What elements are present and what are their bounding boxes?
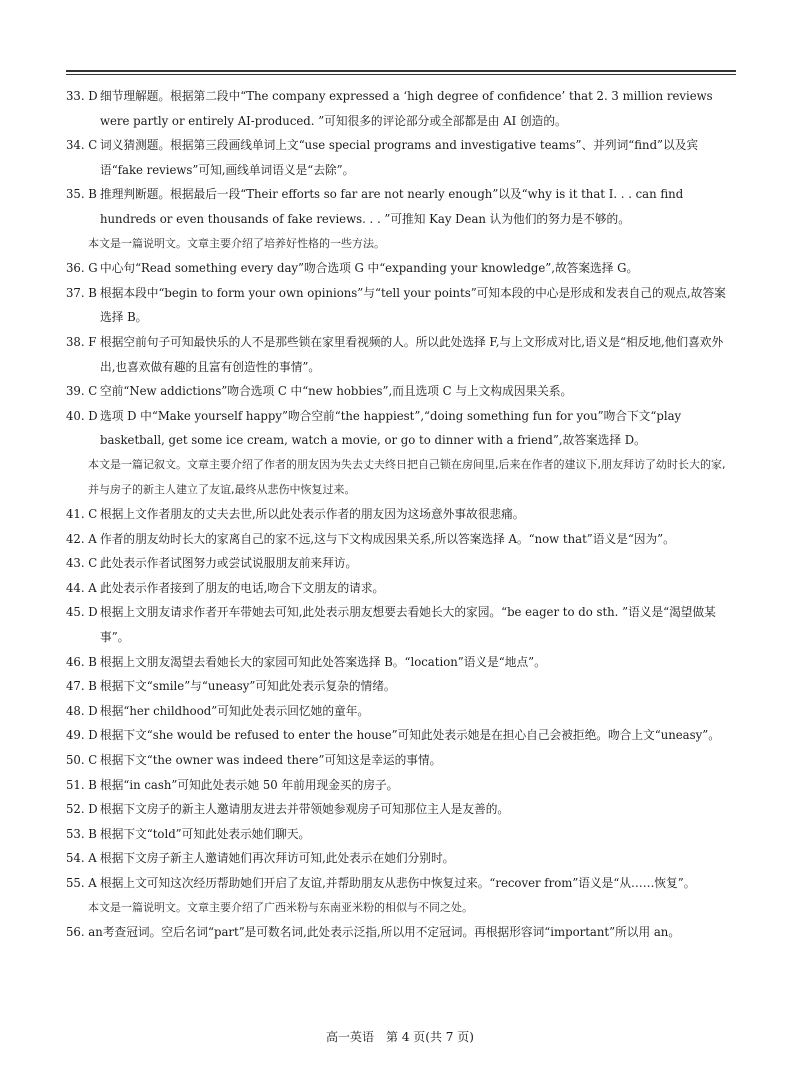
answer-explanation: 根据空前句子可知最快乐的人不是那些锁在家里看视频的人。所以此处选择 F,与上文形成对比,语义是“相反地,他们喜欢外出,也喜欢做有趣的且富有创造性的事情”。 <box>100 334 724 374</box>
answer-explanation: 根据上文可知这次经历帮助她们开启了友谊,并帮助朋友从悲伤中恢复过来。“recover from”语义是“从……恢复”。 <box>100 876 696 890</box>
answer-number: 38. F <box>66 334 97 349</box>
answer-entry <box>66 773 736 798</box>
answer-entry <box>66 650 736 675</box>
answer-number: 47. B <box>66 679 97 694</box>
answer-explanation: 根据下文房子的新主人邀请朋友进去并带领她参观房子可知那位主人是友善的。 <box>100 802 510 817</box>
answer-entry <box>66 600 736 649</box>
answer-explanation: 细节理解题。根据第二段中“The company expressed a ‘high degree of confidence’ that 2. 3 million reviews were partly or entirely AI-produced. ”可知很多的评论部分或全部都是由 AI 创造的。 <box>100 89 713 128</box>
answer-entry <box>66 871 736 896</box>
answer-number: 43. C <box>66 556 98 571</box>
answer-number: 53. B <box>66 826 97 841</box>
answer-number: 40. D <box>66 408 98 423</box>
answer-entry <box>66 576 736 601</box>
answer-entry <box>66 797 736 822</box>
answer-number: 56. an <box>66 925 103 940</box>
answer-entry <box>66 330 736 379</box>
answer-entry <box>66 822 736 847</box>
page-footer: 高一英语 第 4 页(共 7 页) <box>326 1030 474 1044</box>
answer-entry <box>66 723 736 748</box>
answer-explanation: 根据下文“told”可知此处表示她们聊天。 <box>100 826 311 841</box>
answer-explanation: 根据上文作者朋友的丈夫去世,所以此处表示作者的朋友因为这场意外事故很悲痛。 <box>100 507 525 522</box>
passage-summary: 本文是一篇说明文。文章主要介绍了广西米粉与东南亚米粉的相似与不同之处。 <box>88 900 473 914</box>
answer-entry <box>66 379 736 404</box>
answer-number: 49. D <box>66 728 98 743</box>
passage-summary: 本文是一篇记叙文。文章主要介绍了作者的朋友因为失去丈夫终日把自己锁在房间里,后来在作者的建议下,朋友拜访了幼时长大的家,并与房子的新主人建立了友谊,最终从悲伤中恢复过来。 <box>88 457 726 496</box>
answer-entry <box>66 699 736 724</box>
answer-explanation: 词义猜测题。根据第三段画线单词上文“use special programs and investigative teams”、并列词“find”以及宾语“fake reviews”可知,画线单词语义是“去除”。 <box>100 138 699 177</box>
answer-number: 45. D <box>66 605 98 620</box>
answer-number: 46. B <box>66 654 97 669</box>
answer-number: 50. C <box>66 753 98 768</box>
answer-entry <box>66 527 736 552</box>
answer-entry <box>66 846 736 871</box>
answer-explanation: 根据下文“the owner was indeed there”可知这是幸运的事情。 <box>100 753 442 768</box>
answer-explanation: 此处表示作者试图努力或尝试说服朋友前来拜访。 <box>100 556 358 571</box>
answer-explanation: 此处表示作者接到了朋友的电话,吻合下文朋友的请求。 <box>100 580 385 595</box>
answer-explanation: 根据上文朋友请求作者开车带她去可知,此处表示朋友想要去看她长大的家园。“be eager to do sth. ”语义是“渴望做某事”。 <box>100 605 716 645</box>
answer-entry <box>66 502 736 527</box>
answer-entry <box>66 748 736 773</box>
answer-explanation: 推理判断题。根据最后一段“Their efforts so far are not nearly enough”以及“why is it that I. . . can find hundreds or even thousands of fake reviews. . . ”可推知 Kay Dean 认为他们的努力是不够的。 <box>100 187 684 226</box>
answer-number: 41. C <box>66 507 98 522</box>
answer-entry <box>66 182 736 231</box>
answer-explanation: 根据“her childhood”可知此处表示回忆她的童年。 <box>100 703 370 718</box>
answer-entry <box>66 281 736 330</box>
answer-entry <box>66 256 736 281</box>
answer-number: 52. D <box>66 802 98 817</box>
answer-entry <box>66 404 736 453</box>
answer-entry <box>66 674 736 699</box>
answer-explanation: 根据下文房子新主人邀请她们再次拜访可知,此处表示在她们分别时。 <box>100 851 455 866</box>
answer-explanation: 根据本段中“begin to form your own opinions”与“tell your points”可知本段的中心是形成和发表自己的观点,故答案选择 B。 <box>100 285 726 325</box>
header-rule <box>66 70 736 72</box>
answer-number: 42. A <box>66 531 97 546</box>
answer-explanation: 根据“in cash”可知此处表示她 50 年前用现金买的房子。 <box>100 777 399 792</box>
answer-number: 37. B <box>66 285 97 300</box>
answer-number: 36. G <box>66 261 98 276</box>
answer-number: 51. B <box>66 777 97 792</box>
answer-explanation: 根据下文“smile”与“uneasy”可知此处表示复杂的情绪。 <box>100 679 396 694</box>
answer-entry <box>66 551 736 576</box>
answer-explanation: 空前“New addictions”吻合选项 C 中“new hobbies”,而且选项 C 与上文构成因果关系。 <box>100 384 573 399</box>
answer-number: 34. C <box>66 138 98 153</box>
answer-explanations <box>66 84 736 945</box>
answer-number: 54. A <box>66 851 97 866</box>
answer-number: 44. A <box>66 580 97 595</box>
answer-number: 35. B <box>66 187 97 202</box>
answer-explanation: 选项 D 中“Make yourself happy”吻合空前“the happiest”,“doing something fun for you”吻合下文“play basketball, get some ice cream, watch a movie, or go to dinner with a friend”,故答案选择 D。 <box>100 408 682 448</box>
answer-number: 39. C <box>66 384 98 399</box>
answer-explanation: 根据下文“she would be refused to enter the house”可知此处表示她是在担心自己会被拒绝。吻合上文“uneasy”。 <box>100 728 720 743</box>
header-rule-thin <box>66 74 736 75</box>
answer-explanation: 根据上文朋友渴望去看她长大的家园可知此处答案选择 B。“location”语义是“地点”。 <box>100 654 546 669</box>
answer-explanation: 考查冠词。空后名词“part”是可数名词,此处表示泛指,所以用不定冠词。再根据形容词“important”所以用 an。 <box>102 925 681 940</box>
answer-entry <box>66 84 736 133</box>
answer-explanation: 中心句“Read something every day”吻合选项 G 中“expanding your knowledge”,故答案选择 G。 <box>100 261 639 276</box>
answer-number: 48. D <box>66 703 98 718</box>
answer-number: 55. A <box>66 876 97 890</box>
answer-explanation: 作者的朋友幼时长大的家离自己的家不远,这与下文构成因果关系,所以答案选择 A。“now that”语义是“因为”。 <box>100 531 675 546</box>
answer-number: 33. D <box>66 89 98 103</box>
answer-entry <box>66 920 736 945</box>
passage-summary: 本文是一篇说明文。文章主要介绍了培养好性格的一些方法。 <box>88 236 385 250</box>
answer-entry <box>66 133 736 182</box>
